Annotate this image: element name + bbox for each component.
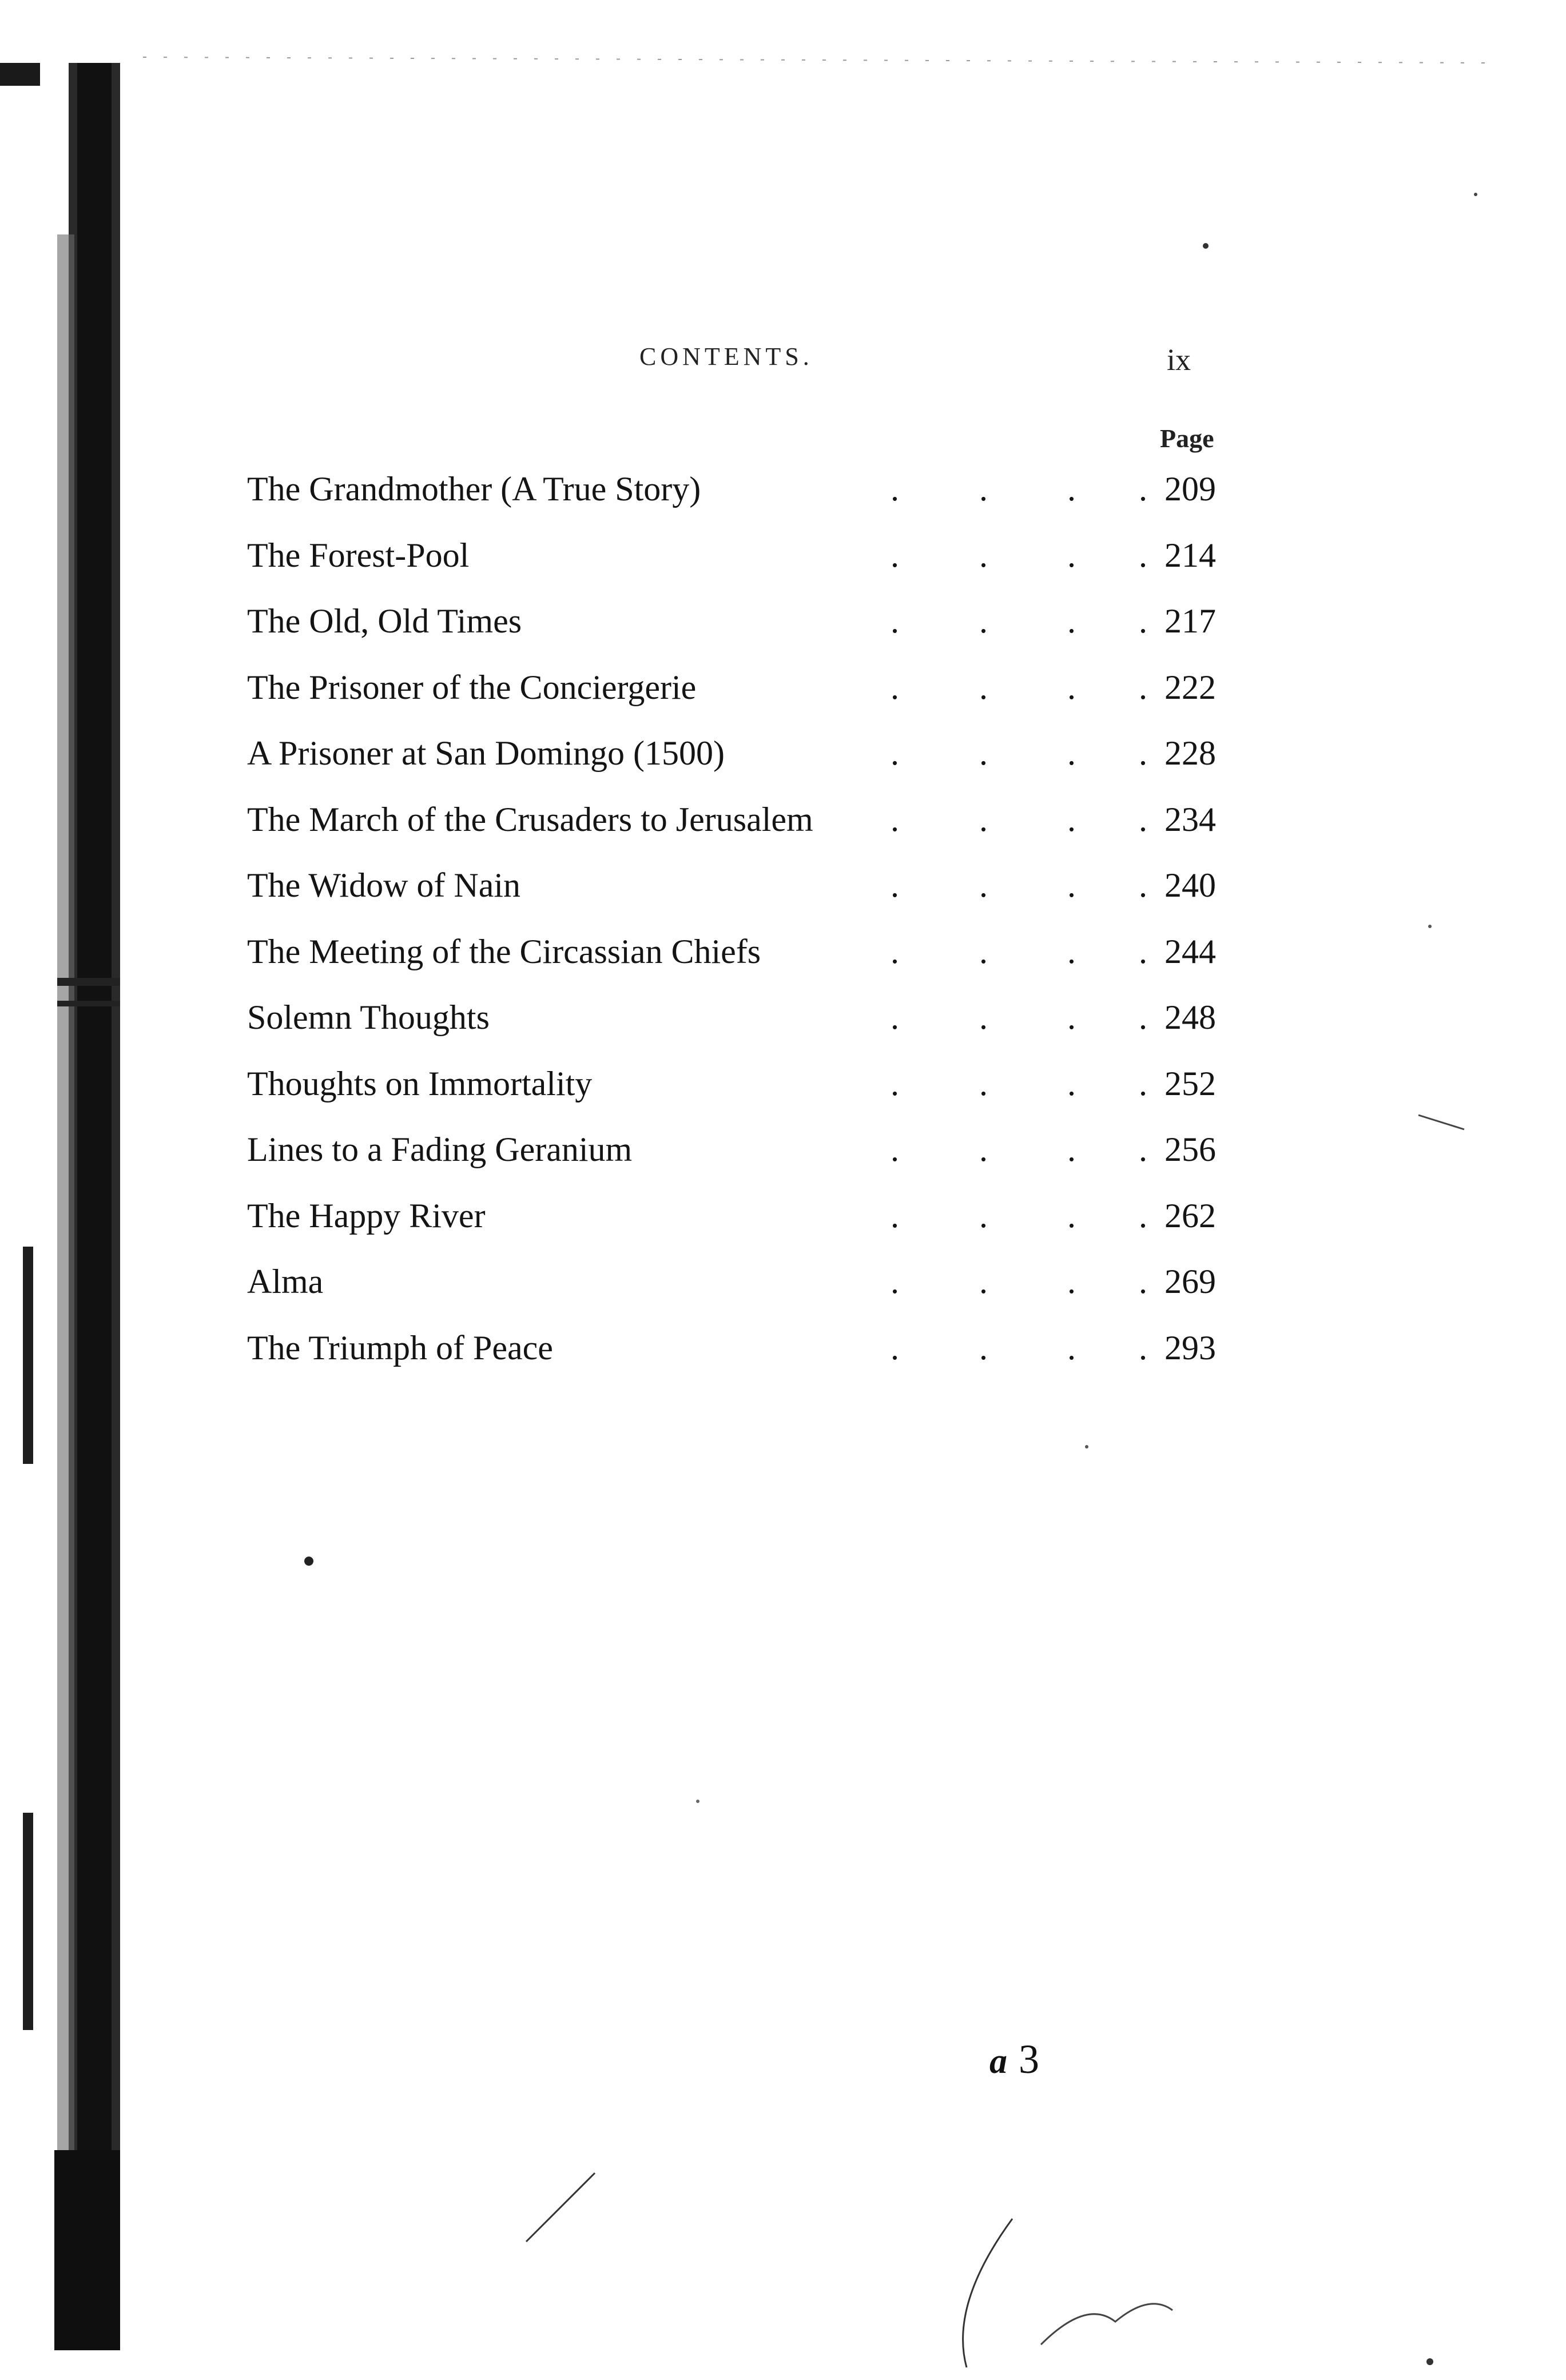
toc-row [247, 733, 1231, 799]
leader-dot: . [1067, 1196, 1076, 1235]
toc-row [247, 932, 1231, 998]
toc-row [247, 601, 1231, 667]
leader-dot: . [1139, 734, 1147, 772]
leader-dot: . [891, 800, 899, 838]
toc-row [247, 1328, 1231, 1394]
dot-leaders [247, 1328, 1231, 1368]
toc-entry-title: The Meeting of the Circassian Chiefs [247, 932, 761, 970]
toc-row [247, 667, 1231, 734]
dot-leaders [247, 469, 1231, 509]
leader-dot: . [891, 668, 899, 706]
toc-row [247, 1196, 1231, 1262]
dot-leaders [247, 1261, 1231, 1302]
leader-dot: . [1067, 602, 1076, 640]
dot-leaders [247, 1064, 1231, 1104]
leader-dot: . [1139, 866, 1147, 904]
toc-entry-page: 269 [1164, 1263, 1216, 1300]
leader-dot: . [1139, 1263, 1147, 1300]
leader-dot: . [891, 470, 899, 508]
toc-entry-page: 244 [1164, 932, 1216, 970]
toc-entry-page: 209 [1164, 470, 1216, 508]
leader-dot: . [891, 998, 899, 1036]
page-header [0, 342, 1566, 388]
toc-row [247, 799, 1231, 866]
toc-entry-title: The Triumph of Peace [247, 1328, 553, 1367]
leader-dot: . [979, 734, 988, 772]
dot-leaders [247, 799, 1231, 839]
toc-entry-page: 234 [1164, 800, 1216, 838]
dot-leaders [247, 733, 1231, 773]
dot-leaders [247, 1196, 1231, 1236]
toc-entry-page: 240 [1164, 866, 1216, 904]
leader-dot: . [979, 668, 988, 706]
dot-leaders [247, 601, 1231, 641]
toc-entry-page: 262 [1164, 1196, 1216, 1235]
toc-entry-title: The Old, Old Times [247, 602, 522, 640]
dot-leaders [247, 997, 1231, 1037]
leader-dot: . [1067, 998, 1076, 1036]
leader-dot: . [1067, 1064, 1076, 1103]
leader-dot: . [891, 1328, 899, 1367]
toc-row [247, 997, 1231, 1064]
toc-row [247, 1064, 1231, 1130]
toc-entry-title: A Prisoner at San Domingo (1500) [247, 734, 725, 772]
dot-leaders [247, 667, 1231, 707]
dot-leaders [247, 1129, 1231, 1169]
toc-entry-title: The Happy River [247, 1196, 486, 1235]
toc-entry-page: 248 [1164, 998, 1216, 1036]
page-column-label: Page [1160, 424, 1214, 453]
leader-dot: . [979, 998, 988, 1036]
leader-dot: . [1139, 998, 1147, 1036]
leader-dot: . [891, 602, 899, 640]
leader-dot: . [1139, 800, 1147, 838]
leader-dot: . [1067, 800, 1076, 838]
leader-dot: . [1139, 470, 1147, 508]
leader-dot: . [979, 932, 988, 970]
leader-dot: . [979, 800, 988, 838]
dot-leaders [247, 865, 1231, 905]
toc-entry-title: Thoughts on Immortality [247, 1064, 593, 1103]
leader-dot: . [1139, 1328, 1147, 1367]
table-of-contents [247, 469, 1231, 1394]
toc-entry-title: The Forest-Pool [247, 536, 470, 574]
leader-dot: . [1067, 866, 1076, 904]
toc-row [247, 1261, 1231, 1328]
dot-leaders [247, 535, 1231, 575]
dot-leaders [247, 932, 1231, 972]
leader-dot: . [1139, 536, 1147, 574]
leader-dot: . [1067, 470, 1076, 508]
leader-dot: . [1139, 668, 1147, 706]
leader-dot: . [979, 1131, 988, 1168]
toc-entry-page: 228 [1164, 734, 1216, 772]
leader-dot: . [1139, 602, 1147, 640]
leader-dot: . [891, 1196, 899, 1235]
toc-entry-title: Lines to a Fading Geranium [247, 1131, 633, 1168]
toc-entry-title: Solemn Thoughts [247, 998, 490, 1036]
toc-entry-title: The March of the Crusaders to Jerusalem [247, 800, 813, 838]
leader-dot: . [1139, 1196, 1147, 1235]
toc-entry-page: 214 [1164, 536, 1216, 574]
toc-entry-title: The Grandmother (A True Story) [247, 470, 701, 508]
toc-row [247, 469, 1231, 535]
leader-dot: . [1067, 668, 1076, 706]
leader-dot: . [891, 536, 899, 574]
leader-dot: . [891, 734, 899, 772]
leader-dot: . [1139, 1064, 1147, 1103]
signature-letter: a [989, 2042, 1007, 2081]
leader-dot: . [979, 536, 988, 574]
leader-dot: . [979, 1196, 988, 1235]
leader-dot: . [1067, 734, 1076, 772]
binding-edge [0, 63, 120, 2350]
leader-dot: . [891, 1064, 899, 1103]
leader-dot: . [1067, 1328, 1076, 1367]
toc-entry-page: 217 [1164, 602, 1216, 640]
leader-dot: . [891, 1263, 899, 1300]
running-head: CONTENTS. [639, 343, 813, 371]
toc-entry-title: Alma [247, 1263, 324, 1300]
leader-dot: . [979, 1064, 988, 1103]
leader-dot: . [979, 602, 988, 640]
toc-entry-page: 256 [1164, 1131, 1216, 1168]
toc-entry-page: 252 [1164, 1064, 1216, 1103]
toc-row [247, 535, 1231, 602]
leader-dot: . [891, 866, 899, 904]
toc-row [247, 865, 1231, 932]
signature-mark [989, 2036, 1039, 2083]
leader-dot: . [891, 1131, 899, 1168]
leader-dot: . [979, 1328, 988, 1367]
leader-dot: . [1067, 932, 1076, 970]
leader-dot: . [1067, 1131, 1076, 1168]
leader-dot: . [1067, 1263, 1076, 1300]
leader-dot: . [979, 1263, 988, 1300]
leader-dot: . [979, 866, 988, 904]
signature-number: 3 [1019, 2036, 1039, 2082]
leader-dot: . [1139, 1131, 1147, 1168]
leader-dot: . [1139, 932, 1147, 970]
leader-dot: . [979, 470, 988, 508]
toc-entry-title: The Widow of Nain [247, 866, 521, 904]
toc-row [247, 1129, 1231, 1196]
leader-dot: . [891, 932, 899, 970]
page-folio: ix [1167, 343, 1191, 377]
toc-entry-page: 222 [1164, 668, 1216, 706]
toc-entry-title: The Prisoner of the Conciergerie [247, 668, 697, 706]
toc-entry-page: 293 [1164, 1328, 1216, 1367]
leader-dot: . [1067, 536, 1076, 574]
